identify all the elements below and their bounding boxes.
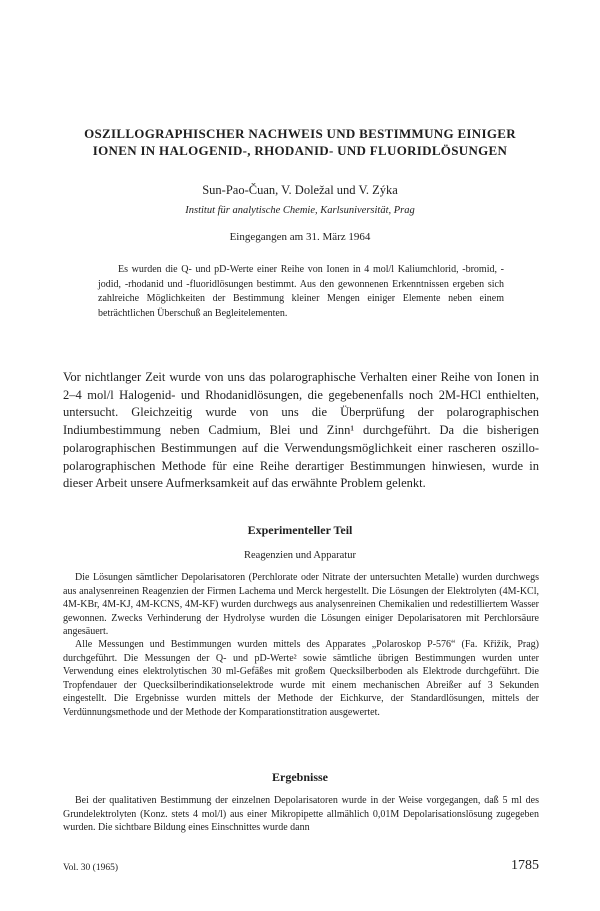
- section-heading-experimental: Experimenteller Teil: [247, 523, 353, 537]
- article-title: [40, 125, 560, 159]
- title-line-2: IONEN IN HALOGENID-, RHODANID- UND FLUORIDLÖSUNGEN: [92, 143, 508, 158]
- results-paragraph-1: Bei der qualitativen Bestimmung der einzelnen Depolarisatoren wurde in der Weise vorgegangen, daß 5 ml des Grundelektrolyten (Konz. stets 4 mol/l) aus einer Mikropipette allmählich 0,01M Depolarisationslösung zugegeben wurden. Die sichtbare Bildung eines Einschnittes wurde dann: [63, 795, 539, 834]
- experimental-paragraph-1: Die Lösungen sämtlicher Depolarisatoren (Perchlorate oder Nitrate der untersuchten Metalle) wurden durchwegs aus analysenreinen Reagenzien der Firmen Lachema und Merck hergestellt. Die Lösungen der Elektrolyten (4M-KCl, 4M-KBr, 4M-KJ, 4M-KCNS, 4M-KF) wurden durchwegs aus analysenreinen Chemikalien und redestilliertem Wasser gewonnen. Zwecks Verhinderung der Hydrolyse wurden die Lösungen einiger Depolarisatoren mit Perchlorsäure angesäuert.: [63, 572, 539, 638]
- page-number: 1785: [511, 858, 539, 873]
- experimental-paragraph-2: Alle Messungen und Bestimmungen wurden mittels des Apparates „Polaroskop P-576“ (Fa. Křižík, Prag) durchgeführt. Die Messungen der Q- und pD-Werte² sowie sämtliche übrigen Bestimmungen wurden unter Verwendung eines elektrolytischen 30 ml-Gefäßes mit großem Quecksilberboden als Elektrode durchgeführt. Die Tropfendauer der Quecksilberindikationselektrode wurde mit einem mechanischen Abreißer auf 3 Sekunden eingestellt. Die Ergebnisse wurden mittels der Methode der Eichkurve, der Standardlösungen, mittels der Verdünnungsmethode und der Methode der Komparationstitration ausgewertet.: [63, 639, 539, 718]
- title-line-1: OSZILLOGRAPHISCHER NACHWEIS UND BESTIMMUNG EINIGER: [84, 126, 516, 141]
- article-authors: Sun-Pao-Čuan, V. Doležal und V. Zýka: [202, 183, 398, 197]
- abstract: Es wurden die Q- und pD-Werte einer Reihe von Ionen in 4 mol/l Kaliumchlorid, -bromid, -jodid, -rhodanid und -fluoridlösungen bestimmt. Aus den gewonnenen Erkenntnissen ergeben sich zahlreiche Möglichkeiten der Bestimmung kleiner Mengen einiger Elemente neben einem beträchtlichen Überschuß an Begleitelementen.: [98, 264, 504, 319]
- article-institute: Institut für analytische Chemie, Karlsuniversität, Prag: [185, 205, 415, 216]
- introduction-paragraph: Vor nichtlanger Zeit wurde von uns das polarographische Verhalten einer Reihe von Ionen in 2–4 mol/l Halogenid- und Rhodanidlösungen, die gegebenenfalls noch 2M-HCl enthielten, untersucht. Gleichzeitig wurde von uns die Überprüfung der polarographischen Indiumbestimmung neben Cadmium, Blei und Zinn¹ durchgeführt. Da die bisherigen polarographischen Bestimmungen auf die Verwendungsmöglichkeit einer rascheren oszillo-polarographischen Methode für eine Reihe derartiger Bestimmungen hinwiesen, wurde in dieser Arbeit unsere Aufmerksamkeit auf das erwähnte Problem gelenkt.: [63, 370, 539, 491]
- received-date: Eingegangen am 31. März 1964: [229, 231, 371, 243]
- section-heading-results: Ergebnisse: [271, 770, 328, 784]
- subsection-heading-reagents: Reagenzien und Apparatur: [244, 550, 356, 561]
- footer-volume: Vol. 30 (1965): [63, 863, 118, 873]
